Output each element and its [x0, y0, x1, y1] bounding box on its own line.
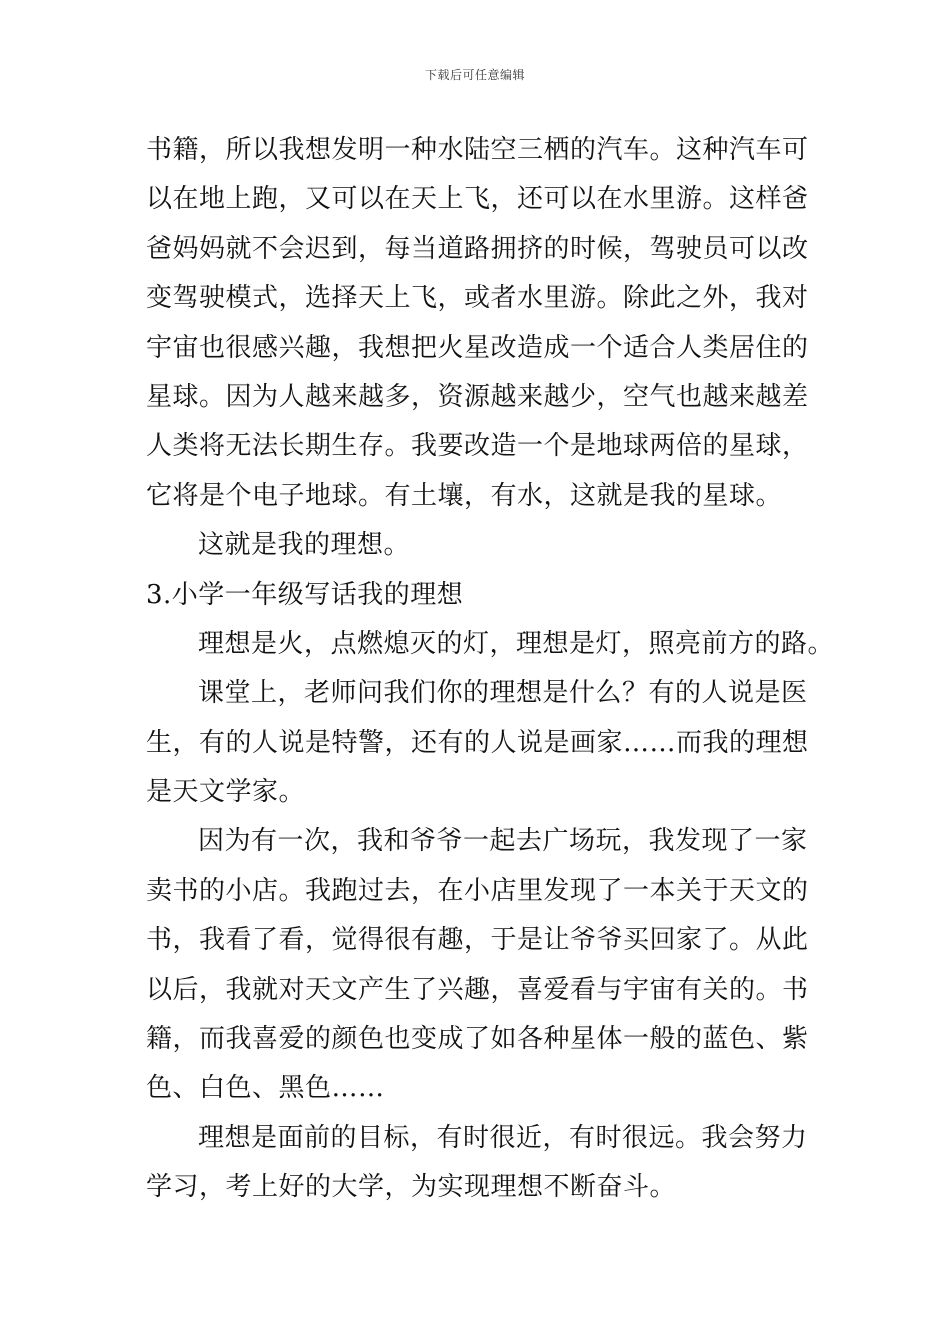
text-line: 色、白色、黑色……: [146, 1073, 385, 1104]
text-line: 宇宙也很感兴趣，我想把火星改造成一个适合人类居住的: [146, 332, 809, 363]
text-line: 以在地上跑，又可以在天上飞，还可以在水里游。这样爸: [146, 184, 809, 215]
section-heading: 3.小学一年级写话我的理想: [146, 579, 464, 610]
text-line: 人类将无法长期生存。我要改造一个是地球两倍的星球，: [146, 431, 809, 462]
text-line: 它将是个电子地球。有土壤，有水，这就是我的星球。: [146, 480, 783, 511]
text-line: 学习，考上好的大学，为实现理想不断奋斗。: [146, 1172, 677, 1203]
paragraph-line: 理想是面前的目标，有时很近，有时很远。我会努力: [198, 1122, 808, 1153]
text-line: 以后，我就对天文产生了兴趣，喜爱看与宇宙有关的。书: [146, 974, 809, 1005]
text-line: 籍，而我喜爱的颜色也变成了如各种星体一般的蓝色、紫: [146, 1024, 809, 1055]
text-line: 爸妈妈就不会迟到，每当道路拥挤的时候，驾驶员可以改: [146, 233, 809, 264]
text-line: 书籍，所以我想发明一种水陆空三栖的汽车。这种汽车可: [146, 135, 809, 165]
text-line: 书，我看了看，觉得很有趣，于是让爷爷买回家了。从此: [146, 925, 809, 956]
document-body: [146, 126, 835, 1213]
paragraph-line: 这就是我的理想。: [198, 530, 411, 561]
paragraph-line: 理想是火，点燃熄灭的灯，理想是灯，照亮前方的路。: [198, 628, 835, 659]
text-line: 变驾驶模式，选择天上飞，或者水里游。除此之外，我对: [146, 283, 809, 314]
paragraph-line: 因为有一次，我和爷爷一起去广场玩，我发现了一家: [198, 826, 808, 857]
paragraph-line: 课堂上，老师问我们你的理想是什么？有的人说是医: [198, 678, 808, 709]
page-header: 下载后可任意编辑: [424, 68, 525, 82]
text-line: 星球。因为人越来越多，资源越来越少，空气也越来越差: [146, 381, 809, 412]
text-line: 生，有的人说是特警，还有的人说是画家……而我的理想: [146, 727, 809, 758]
text-line: 卖书的小店。我跑过去，在小店里发现了一本关于天文的: [146, 875, 809, 906]
text-line: 是天文学家。: [146, 777, 306, 808]
